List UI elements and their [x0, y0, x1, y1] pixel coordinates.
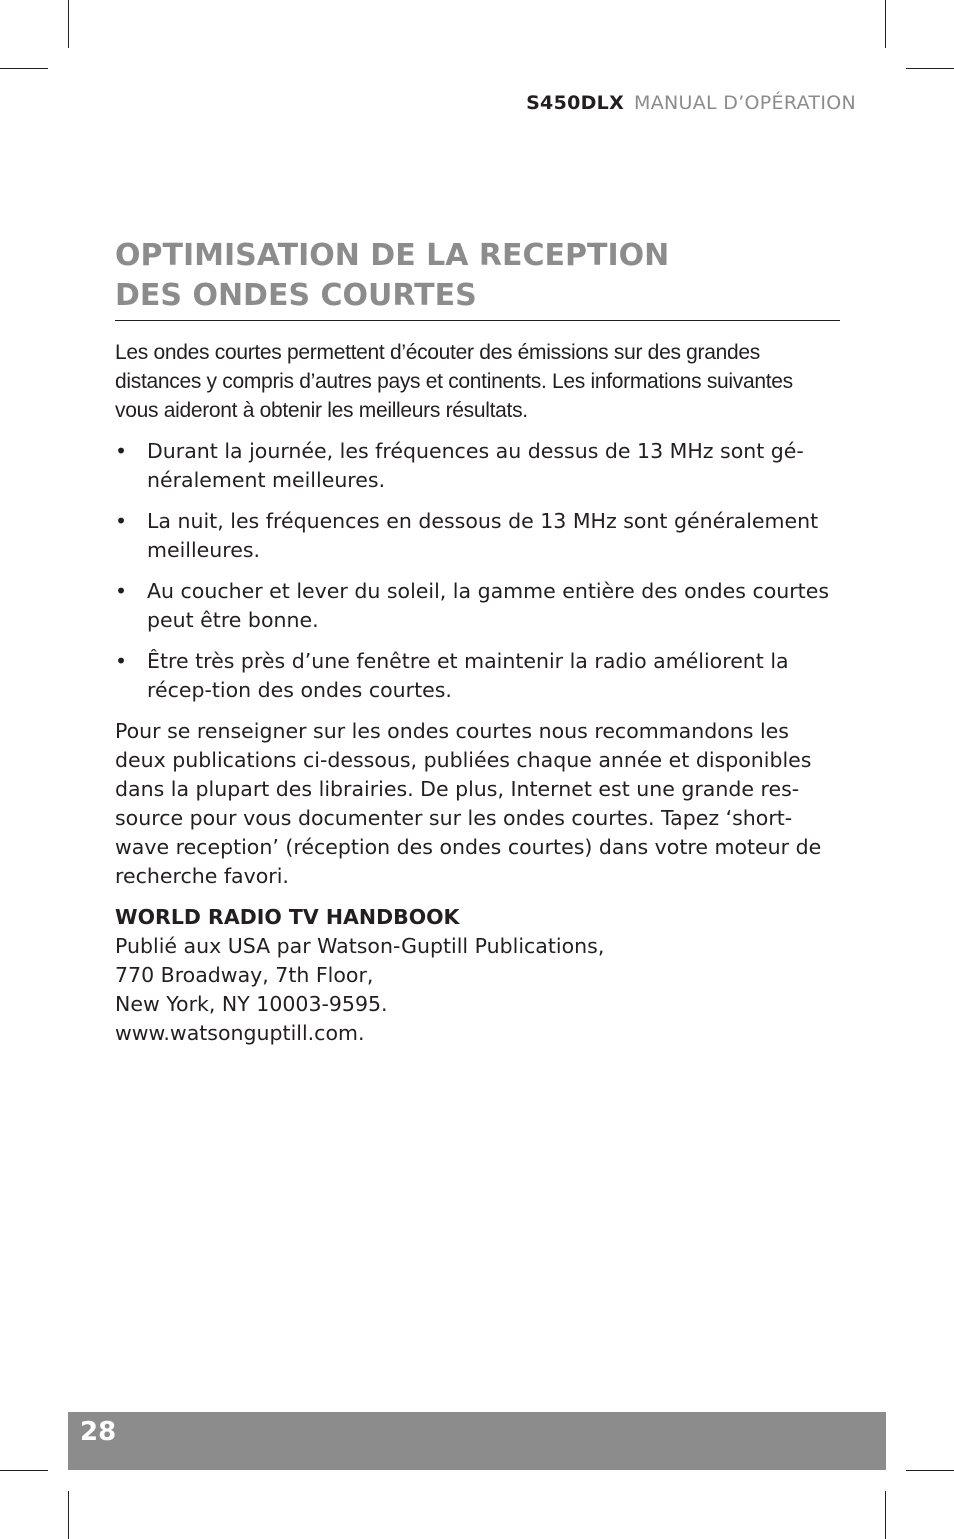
section-title-line-1: OPTIMISATION DE LA RECEPTION: [115, 238, 670, 273]
main-content: [115, 338, 840, 1048]
list-item: [115, 577, 840, 635]
list-item: [115, 507, 840, 565]
list-item-text: La nuit, les fréquences en dessous de 13 MHz sont généralement meilleures.: [147, 509, 819, 562]
list-item-text: Être très près d’une fenêtre et maintenir la radio améliorent la récep-tion des ondes courtes.: [147, 649, 789, 702]
crop-mark-top-right-horizontal: [906, 68, 954, 69]
resources-paragraph: Pour se renseigner sur les ondes courtes nous recommandons les deux publications ci-dessous, publiées chaque année et disponibles dans la plupart des librairies. De plus, Internet est une grande res-source pour vous documenter sur les ondes courtes. Tapez ‘short-wave reception’ (réception des ondes courtes) dans votre moteur de recherche favori.: [115, 719, 822, 888]
list-item-text: Durant la journée, les fréquences au dessus de 13 MHz sont gé-néralement meilleures.: [147, 439, 804, 492]
book-address-line-1: 770 Broadway, 7th Floor,: [115, 963, 374, 987]
book-publisher: Publié aux USA par Watson-Guptill Publications,: [115, 934, 605, 958]
running-header: [526, 92, 856, 114]
crop-mark-bottom-right-vertical: [885, 1491, 886, 1539]
bullet-symbol: •: [115, 579, 128, 603]
manual-subtitle: MANUAL D’OPÉRATION: [634, 92, 856, 114]
crop-mark-bottom-left-horizontal: [0, 1470, 48, 1471]
list-item-text: Au coucher et lever du soleil, la gamme entière des ondes courtes peut être bonne.: [147, 579, 830, 632]
page-number: 28: [80, 1417, 117, 1447]
section-title-line-2: DES ONDES COURTES: [115, 278, 477, 313]
list-item: [115, 437, 840, 495]
bullet-symbol: •: [115, 649, 128, 673]
crop-mark-bottom-left-vertical: [68, 1491, 69, 1539]
crop-mark-bottom-right-horizontal: [906, 1470, 954, 1471]
crop-mark-top-left-vertical: [68, 0, 69, 48]
book-address-line-2: New York, NY 10003-9595.: [115, 992, 388, 1016]
bullet-symbol: •: [115, 439, 128, 463]
crop-mark-top-left-horizontal: [0, 68, 48, 69]
tips-list: [115, 437, 840, 705]
section-title: [115, 236, 841, 316]
bullet-symbol: •: [115, 509, 128, 533]
book-website: www.watsonguptill.com.: [115, 1021, 365, 1045]
crop-mark-top-right-vertical: [885, 0, 886, 48]
model-name: S450DLX: [526, 92, 625, 114]
book-title: WORLD RADIO TV HANDBOOK: [115, 905, 460, 929]
page-footer-bar: [68, 1412, 886, 1470]
title-divider: [115, 320, 840, 321]
intro-paragraph: Les ondes courtes permettent d’écouter des émissions sur des grandes distances y compris d’autres pays et continents. Les informations suivantes vous aideront à obtenir les meilleurs résultats.: [115, 341, 793, 422]
list-item: [115, 647, 840, 705]
